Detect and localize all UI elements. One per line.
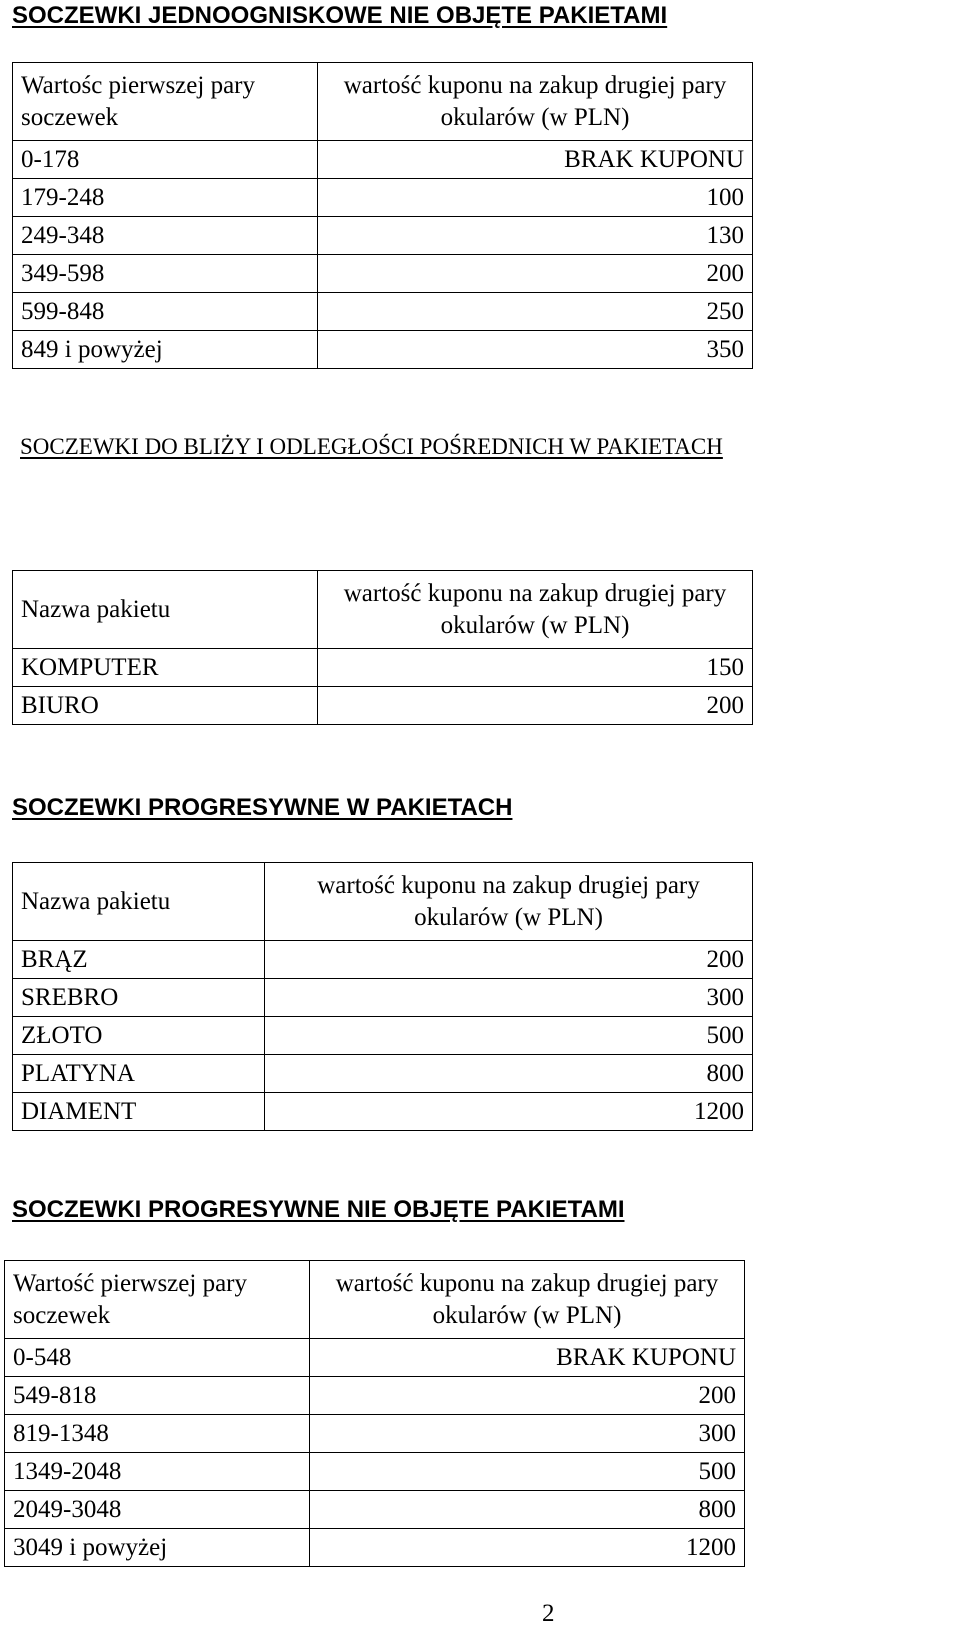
header-coupon-value: wartość kuponu na zakup drugiej pary okularów (w PLN) [310,1261,745,1339]
coupon-cell: 250 [318,293,753,331]
range-cell: 249-348 [13,217,318,255]
coupon-cell: 150 [318,649,753,687]
page-number: 2 [542,1600,555,1627]
range-cell: 0-178 [13,141,318,179]
table-header-row [13,571,753,649]
package-cell: SREBRO [13,979,265,1017]
range-cell: 1349-2048 [5,1453,310,1491]
table-row [13,1017,753,1055]
section1-table [12,62,753,369]
header-package-name: Nazwa pakietu [13,571,318,649]
section1-title: SOCZEWKI JEDNOOGNISKOWE NIE OBJĘTE PAKIETAMI [12,2,668,29]
table-row [13,141,753,179]
table-header-row [13,863,753,941]
range-cell: 349-598 [13,255,318,293]
table-row [5,1491,745,1529]
table-row [13,979,753,1017]
table-row [5,1377,745,1415]
coupon-cell: 130 [318,217,753,255]
range-cell: 819-1348 [5,1415,310,1453]
coupon-cell: 350 [318,331,753,369]
header-first-pair-value: Wartośc pierwszej pary soczewek [13,63,318,141]
table-row [13,687,753,725]
coupon-cell: 200 [318,255,753,293]
coupon-cell: 500 [265,1017,753,1055]
range-cell: 2049-3048 [5,1491,310,1529]
package-cell: ZŁOTO [13,1017,265,1055]
section2-table [12,570,753,725]
header-package-name: Nazwa pakietu [13,863,265,941]
range-cell: 599-848 [13,293,318,331]
package-cell: BRĄZ [13,941,265,979]
table-row [5,1529,745,1567]
coupon-cell: 200 [310,1377,745,1415]
header-coupon-value: wartość kuponu na zakup drugiej pary okularów (w PLN) [318,571,753,649]
header-coupon-value: wartość kuponu na zakup drugiej pary okularów (w PLN) [265,863,753,941]
table-header-row [13,63,753,141]
header-coupon-value: wartość kuponu na zakup drugiej pary okularów (w PLN) [318,63,753,141]
table-row [13,217,753,255]
table-row [13,1093,753,1131]
range-cell: 0-548 [5,1339,310,1377]
package-cell: KOMPUTER [13,649,318,687]
coupon-cell: 800 [310,1491,745,1529]
coupon-cell: 300 [265,979,753,1017]
coupon-cell: 1200 [310,1529,745,1567]
table-row [13,293,753,331]
table-row [5,1415,745,1453]
coupon-cell: 200 [318,687,753,725]
range-cell: 849 i powyżej [13,331,318,369]
table-row [13,179,753,217]
section3-table [12,862,753,1131]
coupon-cell: 100 [318,179,753,217]
package-cell: PLATYNA [13,1055,265,1093]
coupon-cell: 500 [310,1453,745,1491]
table-row [13,331,753,369]
package-cell: BIURO [13,687,318,725]
table-row [13,255,753,293]
coupon-cell: BRAK KUPONU [318,141,753,179]
package-cell: DIAMENT [13,1093,265,1131]
table-row [13,649,753,687]
header-first-pair-value: Wartość pierwszej pary soczewek [5,1261,310,1339]
range-cell: 549-818 [5,1377,310,1415]
table-row [5,1339,745,1377]
section2-title: SOCZEWKI DO BLIŻY I ODLEGŁOŚCI POŚREDNICH W PAKIETACH [20,434,723,459]
range-cell: 3049 i powyżej [5,1529,310,1567]
table-row [13,1055,753,1093]
coupon-cell: 200 [265,941,753,979]
table-header-row [5,1261,745,1339]
coupon-cell: 1200 [265,1093,753,1131]
coupon-cell: 800 [265,1055,753,1093]
table-row [5,1453,745,1491]
section3-title: SOCZEWKI PROGRESYWNE W PAKIETACH [12,794,513,821]
coupon-cell: BRAK KUPONU [310,1339,745,1377]
range-cell: 179-248 [13,179,318,217]
coupon-cell: 300 [310,1415,745,1453]
section4-title: SOCZEWKI PROGRESYWNE NIE OBJĘTE PAKIETAMI [12,1196,625,1223]
table-row [13,941,753,979]
section4-table [4,1260,745,1567]
